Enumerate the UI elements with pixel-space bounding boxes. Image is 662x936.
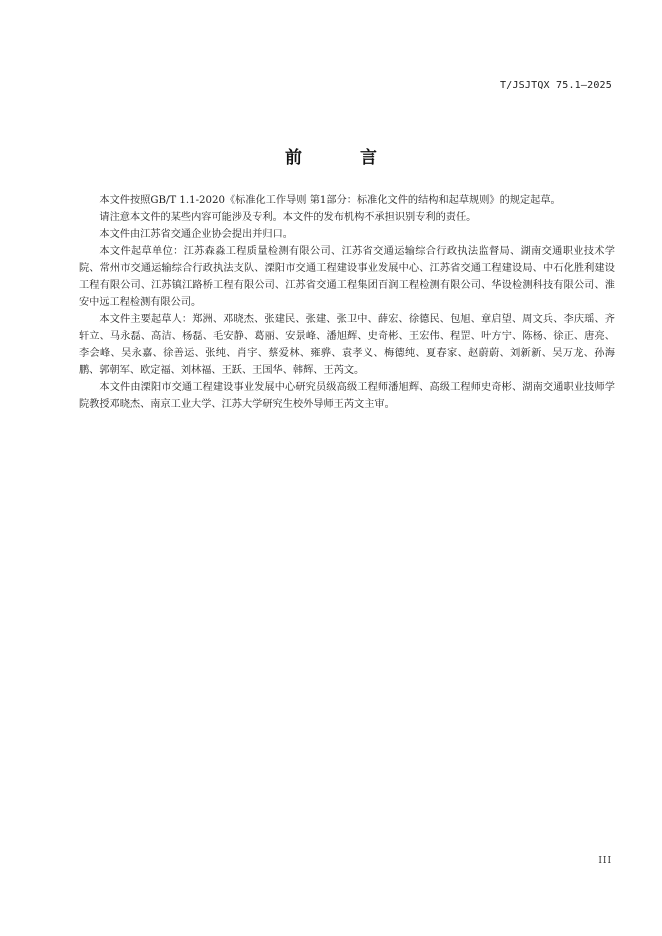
paragraph-reviewers: 本文件由溧阳市交通工程建设事业发展中心研究员级高级工程师潘旭辉、高级工程师史奇彬、湖南交通职业技师学院教授邓晓杰、南京工业大学、江苏大学研究生校外导师王芮文主审。	[79, 382, 615, 410]
paragraph-patent-notice: 请注意本文件的某些内容可能涉及专利。本文件的发布机构不承担识别专利的责任。	[99, 212, 477, 223]
paragraph-drafters: 本文件主要起草人：郑洲、邓晓杰、张建民、张建、张卫中、薛宏、徐德民、包旭、章启望、周文兵、李庆瑶、齐轩立、马永磊、高洁、杨磊、毛安静、葛丽、安景峰、潘旭辉、史奇彬、王宏伟、程罡、叶方宁、陈杨、徐正、唐亮、李会峰、吴永嘉、徐善运、张纯、肖宇、蔡爱林、雍骅、袁孝义、梅德纯、夏春家、赵蔚蔚、刘新新、吴万龙、孙海鹏、郭朝军、欧定福、刘林福、王跃、王国华、韩辉、王芮文。	[79, 314, 615, 376]
standard-code: T/JSJTQX 75.1—2025	[500, 80, 612, 91]
paragraph-drafting-units: 本文件起草单位：江苏森淼工程质量检测有限公司、江苏省交通运输综合行政执法监督局、湖南交通职业技术学院、常州市交通运输综合行政执法支队、溧阳市交通工程建设事业发展中心、江苏省交通工程建设局、中石化胜利建设工程有限公司、江苏镇江路桥工程有限公司、江苏省交通工程集团百润工程检测有限公司、华设检测科技有限公司、淮安中远工程检测有限公司。	[79, 246, 615, 308]
page-number: III	[598, 856, 612, 866]
paragraph-drafting-basis: 本文件按照GB/T 1.1-2020《标准化工作导则 第1部分：标准化文件的结构和起草规则》的规定起草。	[99, 195, 561, 206]
page-title: 前 言	[285, 148, 403, 168]
foreword-body	[79, 192, 615, 413]
paragraph-proposer: 本文件由江苏省交通企业协会提出并归口。	[99, 229, 293, 240]
